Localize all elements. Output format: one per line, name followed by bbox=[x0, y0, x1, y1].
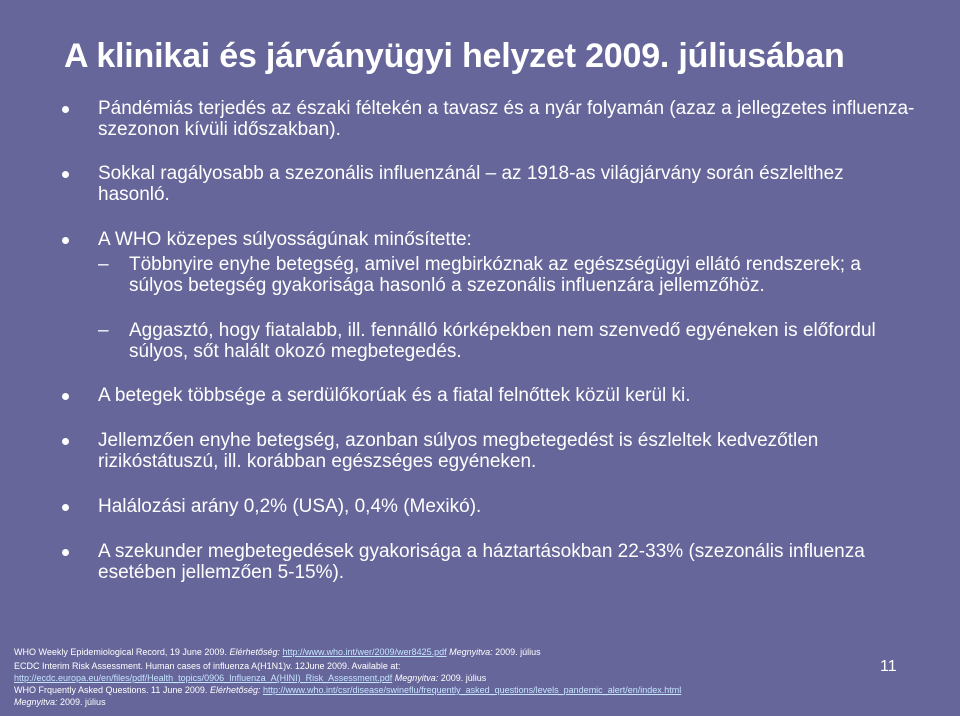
sub-bullet-text: Többnyire enyhe betegség, amivel megbirkóznak az egészségügyi ellátó rendszerek; a súlyos betegség gyakorisága hasonló a szezonális influenzára jellemzőhöz. bbox=[129, 254, 861, 296]
reference-line bbox=[14, 672, 874, 684]
reference-access-label: Megnyitva: bbox=[394, 673, 439, 683]
reference-line bbox=[14, 684, 874, 696]
bullet-dot-icon bbox=[62, 237, 69, 244]
bullet-dot-icon bbox=[62, 393, 69, 400]
bullet-text: Pándémiás terjedés az északi féltekén a tavasz és a nyár folyamán (azaz a jellegzetes influenza-szezonon kívüli időszakban). bbox=[98, 98, 915, 140]
reference-text: WHO Weekly Epidemiological Record, 19 June 2009. bbox=[14, 647, 230, 657]
reference-text: ECDC Interim Risk Assessment. Human cases of influenza A(H1N1)v. 12June 2009. Available at: bbox=[14, 661, 401, 671]
reference-access-date: 2009. július bbox=[438, 673, 487, 683]
bullet-text: A betegek többsége a serdülőkorúak és a fiatal felnőttek közül kerül ki. bbox=[98, 385, 691, 406]
reference-access-date: 2009. július bbox=[57, 697, 106, 707]
reference-line bbox=[14, 646, 874, 658]
page-number: 11 bbox=[880, 658, 897, 675]
bullet-dot-icon bbox=[62, 549, 69, 556]
bullet-dot-icon bbox=[62, 171, 69, 178]
sub-bullet-dash: – bbox=[98, 320, 109, 341]
bullet-dot-icon bbox=[62, 106, 69, 113]
bullet-text: Jellemzően enyhe betegség, azonban súlyos megbetegedést is észleltek kedvezőtlen rizikóstátuszú, ill. korábban egészséges egyéneken. bbox=[98, 430, 819, 472]
bullet-text: Halálozási arány 0,2% (USA), 0,4% (Mexikó). bbox=[98, 496, 482, 517]
references bbox=[14, 646, 874, 708]
slide-title: A klinikai és járványügyi helyzet 2009. júliusában bbox=[64, 37, 845, 75]
reference-link[interactable]: http://www.who.int/csr/disease/swineflu/frequently_asked_questions/levels_pandemic_alert/en/index.html bbox=[263, 685, 682, 695]
reference-text: WHO Frquently Asked Questions. 11 June 2009. bbox=[14, 685, 210, 695]
reference-access-label: Megnyitva: bbox=[449, 647, 493, 657]
sub-bullet-dash: – bbox=[98, 254, 109, 275]
reference-label: Elérhetőség: bbox=[209, 685, 261, 695]
bullet-text: A szekunder megbetegedések gyakorisága a háztartásokban 22-33% (szezonális influenza esetében jellemzően 5-15%). bbox=[98, 541, 865, 583]
reference-access-date: 2009. július bbox=[492, 647, 541, 657]
reference-link[interactable]: http://www.who.int/wer/2009/wer8425.pdf bbox=[282, 647, 447, 657]
bullet-text: Sokkal ragályosabb a szezonális influenzánál – az 1918-as világjárvány során észlelthez hasonló. bbox=[98, 163, 844, 205]
reference-label: Elérhetőség: bbox=[229, 647, 280, 657]
sub-bullet-text: Aggasztó, hogy fiatalabb, ill. fennálló kórképekben nem szenvedő egyéneken is előfordul súlyos, sőt halált okozó megbetegedés. bbox=[129, 320, 876, 362]
bullet-dot-icon bbox=[62, 504, 69, 511]
bullet-text: A WHO közepes súlyosságúnak minősítette: bbox=[98, 229, 472, 250]
reference-link[interactable]: http://ecdc.europa.eu/en/files/pdf/Health_topics/0906_Influenza_A(HINI)_Risk_Assessment.pdf bbox=[14, 673, 393, 683]
reference-access-label: Megnyitva: bbox=[14, 697, 58, 707]
reference-line bbox=[14, 696, 874, 708]
reference-line bbox=[14, 660, 874, 672]
bullet-dot-icon bbox=[62, 438, 69, 445]
